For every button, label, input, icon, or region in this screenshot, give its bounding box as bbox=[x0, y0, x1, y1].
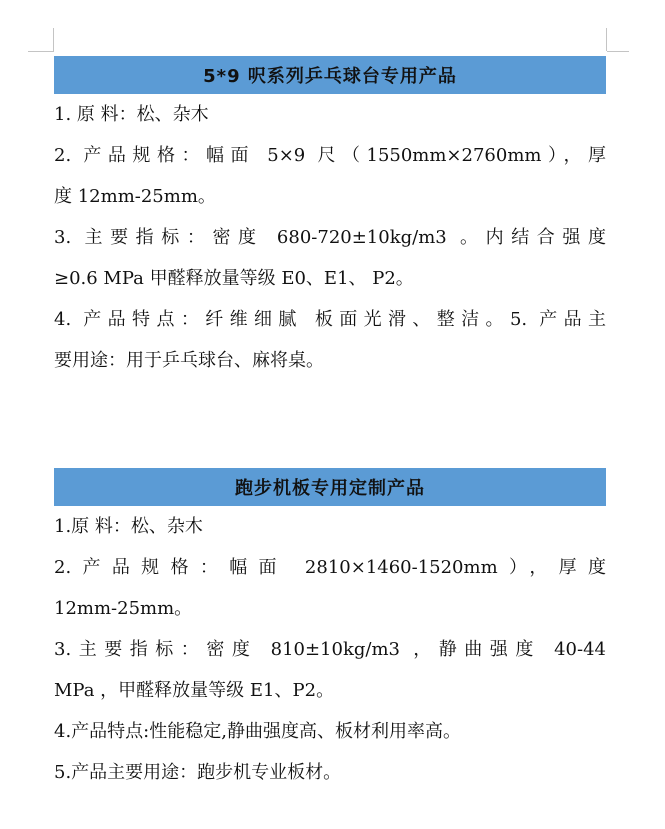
spec-line-thickness: 度 12mm-25mm。 bbox=[54, 186, 216, 207]
product-section-treadmill bbox=[54, 468, 606, 793]
spec-line-dimensions: 2. 产品规格：幅面 5×9 尺（1550mm×2760mm），厚 bbox=[54, 145, 606, 166]
spec-line-dimensions: 2.产品规格：幅面 2810×1460-1520mm），厚度 bbox=[54, 557, 606, 578]
spec-line-features: 4.产品特点:性能稳定,静曲强度高、板材利用率高。 bbox=[54, 721, 461, 742]
spec-line-usage: 要用途：用于乒乓球台、麻将桌。 bbox=[54, 350, 324, 371]
product-section-table-tennis bbox=[54, 56, 606, 381]
page-corner-mark-right-vertical bbox=[606, 28, 607, 51]
spec-line-features: 4. 产品特点：纤维细腻 板面光滑、整洁。5. 产品主 bbox=[54, 309, 606, 330]
section-title: 跑步机板专用定制产品 bbox=[54, 468, 606, 506]
spec-line-emission: ≥0.6 MPa 甲醛释放量等级 E0、E1、 P2。 bbox=[54, 268, 414, 289]
spec-line-density: 3.主要指标：密度 810±10kg/m3 ，静曲强度 40-44 bbox=[54, 639, 606, 660]
spec-line-material: 1. 原 料：松、杂木 bbox=[54, 104, 209, 125]
section-title: 5*9 呎系列乒乓球台专用产品 bbox=[54, 56, 606, 94]
spec-line-thickness: 12mm-25mm。 bbox=[54, 598, 193, 619]
page-corner-mark-left-vertical bbox=[53, 28, 54, 51]
spec-line-density: 3. 主要指标：密度 680-720±10kg/m3 。内结合强度 bbox=[54, 227, 606, 248]
page-corner-mark-left bbox=[28, 51, 54, 52]
spec-line-material: 1.原 料：松、杂木 bbox=[54, 516, 203, 537]
page-corner-mark-right bbox=[607, 51, 629, 52]
spec-line-emission: MPa ，甲醛释放量等级 E1、P2。 bbox=[54, 680, 335, 701]
spec-line-usage: 5.产品主要用途：跑步机专业板材。 bbox=[54, 762, 342, 783]
